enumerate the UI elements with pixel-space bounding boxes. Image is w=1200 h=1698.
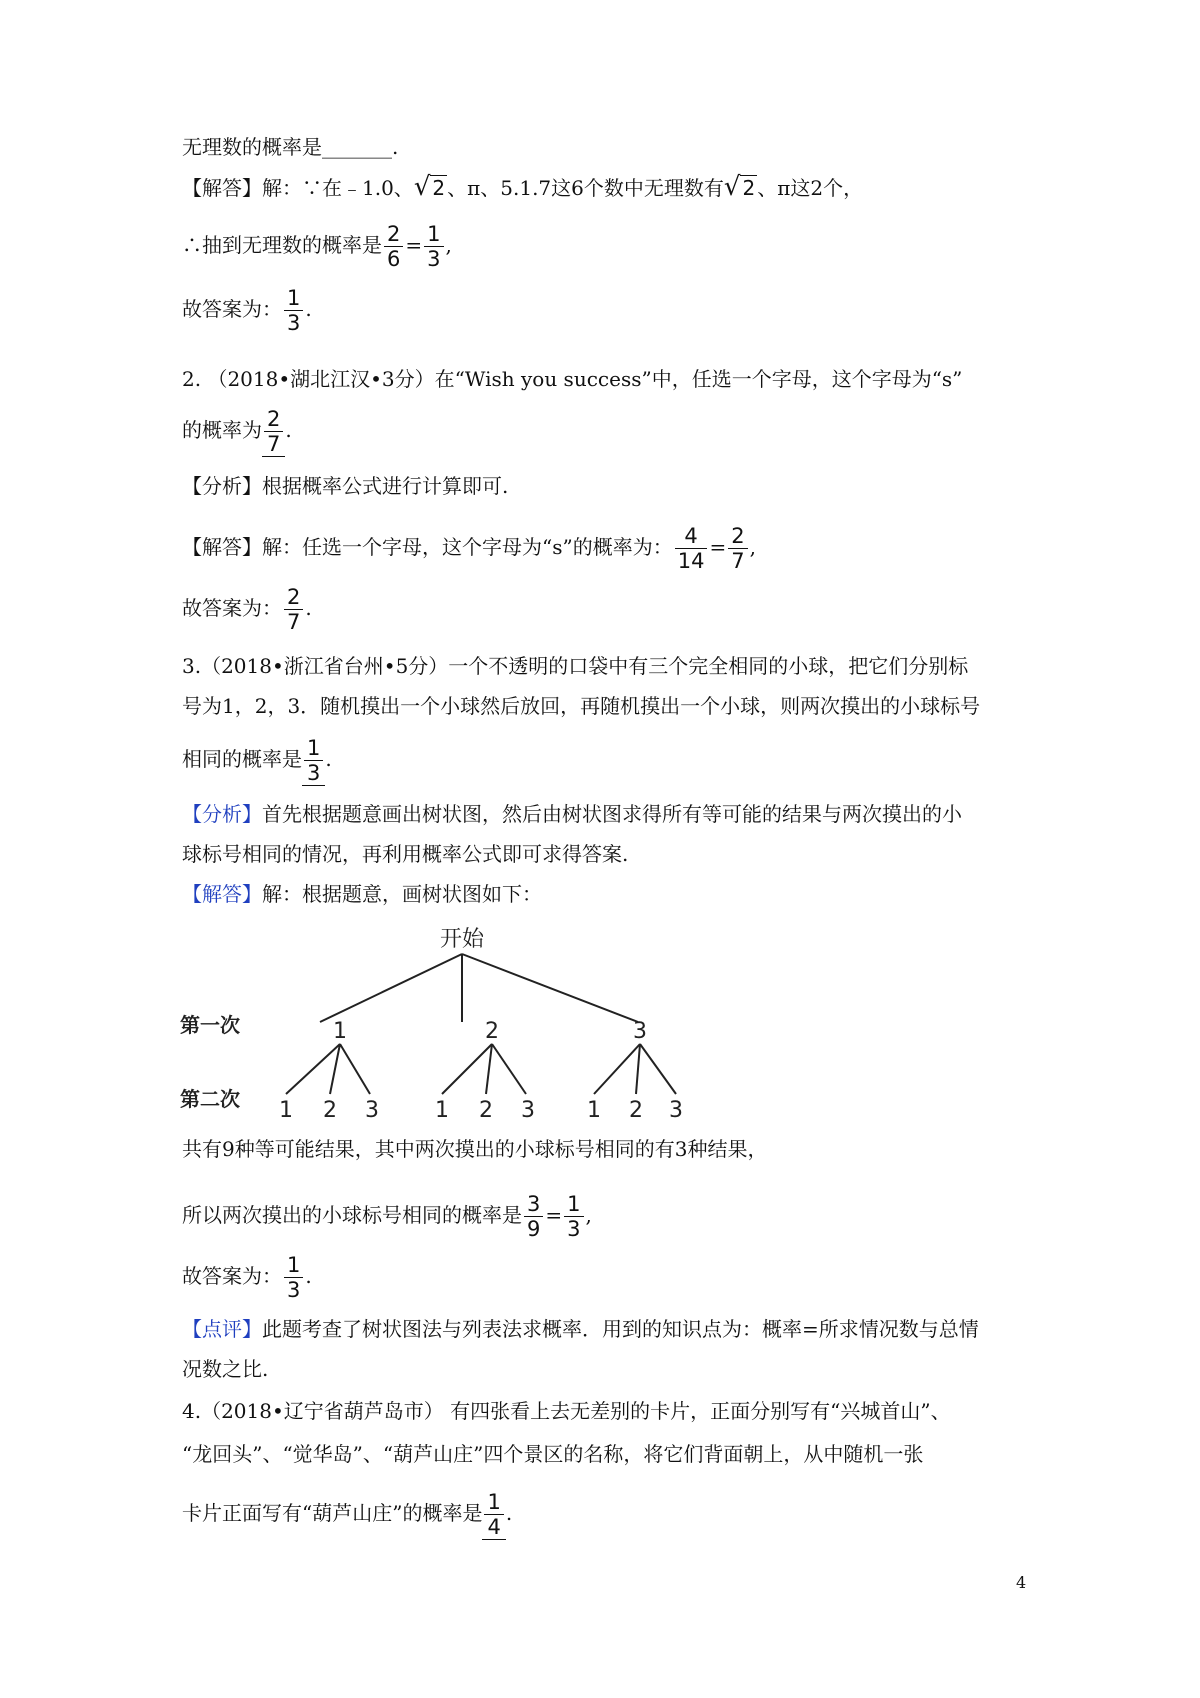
period: .: [285, 418, 292, 442]
q3-result-line2: [182, 1192, 592, 1241]
period: .: [305, 1264, 312, 1288]
tree-edge: [462, 954, 638, 1022]
answer-blank: [262, 407, 285, 457]
answer-text: 解：根据题意，画树状图如下：: [262, 882, 542, 906]
numerator: 2: [728, 524, 747, 549]
denominator: 7: [287, 610, 301, 634]
fraction: [284, 585, 303, 634]
period: .: [505, 1501, 513, 1525]
q4-line1: 4.（2018•辽宁省葫芦岛市） 有四张看上去无差别的卡片，正面分别写有“兴城首山”、: [182, 1399, 951, 1423]
fraction: [424, 222, 443, 271]
period: .: [305, 297, 312, 321]
equals-sign: =: [405, 233, 423, 257]
numerator: 1: [284, 1253, 303, 1278]
comma: ,: [585, 1203, 592, 1227]
comment-tag: 【点评】: [182, 1317, 262, 1341]
tree-node-l2: 1: [279, 1098, 293, 1122]
fraction: [484, 1490, 503, 1539]
q2-line2: [182, 407, 292, 457]
q1-blank: _______: [322, 135, 392, 159]
answer-tag: 【解答】: [182, 882, 262, 906]
q1-line1: [182, 133, 398, 161]
final-answer-prefix: 故答案为：: [182, 596, 282, 620]
page-number: 4: [1016, 1573, 1027, 1592]
fraction: [284, 286, 303, 335]
denominator: 3: [567, 1217, 581, 1241]
fraction: [264, 407, 283, 456]
tree-edge: [442, 1044, 492, 1094]
answer-tag: 【解答】: [182, 535, 262, 559]
equals-sign: =: [545, 1203, 563, 1227]
tree-node-l1: 3: [633, 1019, 647, 1044]
result-prefix: 所以两次摸出的小球标号相同的概率是: [182, 1203, 522, 1227]
level1-label: 第一次: [180, 1013, 240, 1037]
tree-node-l2: 3: [521, 1098, 535, 1122]
numerator: 3: [524, 1192, 543, 1217]
q2-answer: [182, 524, 756, 573]
equals-sign: =: [709, 535, 727, 559]
tree-node-l1: 1: [333, 1019, 347, 1044]
q1-probability-line: [182, 222, 452, 271]
q4-line3: [182, 1490, 512, 1540]
fraction: [384, 222, 403, 271]
q3-answer: [182, 880, 542, 908]
denominator: 3: [307, 761, 321, 785]
q3-line1: 3.（2018•浙江省台州•5分）一个不透明的口袋中有三个完全相同的小球，把它们分别标: [182, 654, 969, 678]
numerator: 1: [564, 1192, 583, 1217]
period: .: [305, 596, 312, 620]
fraction: [675, 524, 708, 573]
numerator: 1: [284, 286, 303, 311]
q1-answer-text-b: 、π、5.1.7这6个数中无理数有: [447, 176, 724, 200]
fraction: [564, 1192, 583, 1241]
q3-line2: 号为1，2，3．随机摸出一个小球然后放回，再随机摸出一个小球，则两次摸出的小球标号: [182, 694, 981, 718]
tree-node-l2: 3: [365, 1098, 379, 1122]
denominator: 7: [731, 549, 745, 573]
fraction: [304, 736, 323, 785]
q1-final-answer: [182, 286, 312, 335]
numerator: 2: [384, 222, 403, 247]
final-answer-prefix: 故答案为：: [182, 297, 282, 321]
q4-line2: “龙回头”、“觉华岛”、“葫芦山庄”四个景区的名称，将它们背面朝上，从中随机一张: [182, 1442, 924, 1466]
fraction: [284, 1253, 303, 1302]
denominator: 3: [427, 247, 441, 271]
tree-diagram: [170, 912, 730, 1122]
q3-analysis-line2: 球标号相同的情况，再利用概率公式即可求得答案.: [182, 842, 629, 866]
denominator: 3: [287, 311, 301, 335]
tree-edge: [320, 954, 462, 1022]
tree-edge: [640, 1044, 676, 1094]
q2-line1: 2. （2018•湖北江汉•3分）在“Wish you success”中，任选一个字母，这个字母为“s”: [182, 367, 963, 391]
q1-period: .: [392, 135, 399, 159]
tree-edge: [636, 1044, 640, 1094]
tree-edge: [340, 1044, 370, 1094]
denominator: 14: [677, 549, 705, 573]
tree-edge: [594, 1044, 640, 1094]
level2-label: 第二次: [180, 1087, 240, 1111]
tree-edge: [492, 1044, 526, 1094]
q1-answer-line: [182, 173, 863, 202]
tree-edge: [486, 1044, 492, 1094]
fraction: [728, 524, 747, 573]
tree-root: 开始: [439, 927, 485, 952]
numerator: 2: [264, 407, 283, 432]
tree-node-l1: 2: [485, 1019, 499, 1044]
fraction: [524, 1192, 543, 1241]
q4-prob-prefix: 卡片正面写有“葫芦山庄”的概率是: [182, 1501, 483, 1525]
q3-analysis-line1: [182, 800, 962, 828]
tree-node-l2: 2: [323, 1098, 337, 1122]
comma: ,: [445, 233, 452, 257]
final-answer-prefix: 故答案为：: [182, 1264, 282, 1288]
numerator: 2: [284, 585, 303, 610]
q2-final-answer: [182, 585, 312, 634]
tree-node-l2: 1: [587, 1098, 601, 1122]
denominator: 9: [527, 1217, 541, 1241]
answer-tag: 【解答】: [182, 176, 262, 200]
sqrt-icon: √ 2: [723, 172, 756, 202]
tree-node-l2: 2: [629, 1098, 643, 1122]
q3-comment-line2: 况数之比.: [182, 1357, 269, 1381]
numerator: 1: [304, 736, 323, 761]
answer-text: 解：任选一个字母，这个字母为“s”的概率为：: [262, 535, 673, 559]
tree-node-l2: 1: [435, 1098, 449, 1122]
comment-text: 此题考查了树状图法与列表法求概率．用到的知识点为：概率=所求情况数与总情: [262, 1317, 979, 1341]
analysis-tag: 【分析】: [182, 474, 262, 498]
tree-node-l2: 3: [669, 1098, 683, 1122]
analysis-text: 根据概率公式进行计算即可.: [262, 474, 509, 498]
answer-blank: [482, 1490, 505, 1540]
q3-result-line1: 共有9种等可能结果，其中两次摸出的小球标号相同的有3种结果，: [182, 1137, 768, 1161]
denominator: 7: [267, 432, 281, 456]
q1-answer-text-c: 、π这2个，: [757, 176, 864, 200]
q3-line3: [182, 736, 332, 786]
q1-answer-text-a: 解：∵在﹣1.0、: [262, 176, 414, 200]
sqrt-argument: 2: [432, 176, 446, 200]
tree-node-l2: 2: [479, 1098, 493, 1122]
denominator: 6: [387, 247, 401, 271]
q1-prob-prefix: ∴抽到无理数的概率是: [182, 233, 382, 257]
numerator: 4: [675, 524, 708, 549]
sqrt-icon: √ 2: [413, 172, 446, 202]
sqrt-argument: 2: [742, 176, 756, 200]
period: .: [325, 747, 332, 771]
denominator: 4: [487, 1515, 501, 1539]
analysis-text: 首先根据题意画出树状图，然后由树状图求得所有等可能的结果与两次摸出的小: [262, 802, 962, 826]
q3-prob-prefix: 相同的概率是: [182, 747, 302, 771]
numerator: 1: [424, 222, 443, 247]
q3-comment-line1: [182, 1315, 979, 1343]
denominator: 3: [287, 1278, 301, 1302]
comma: ,: [749, 535, 756, 559]
numerator: 1: [484, 1490, 503, 1515]
answer-blank: [302, 736, 325, 786]
q2-prob-prefix: 的概率为: [182, 418, 262, 442]
q3-final-answer: [182, 1253, 312, 1302]
q1-question-text: 无理数的概率是: [182, 135, 322, 159]
q2-analysis: [182, 472, 508, 500]
analysis-tag: 【分析】: [182, 802, 262, 826]
